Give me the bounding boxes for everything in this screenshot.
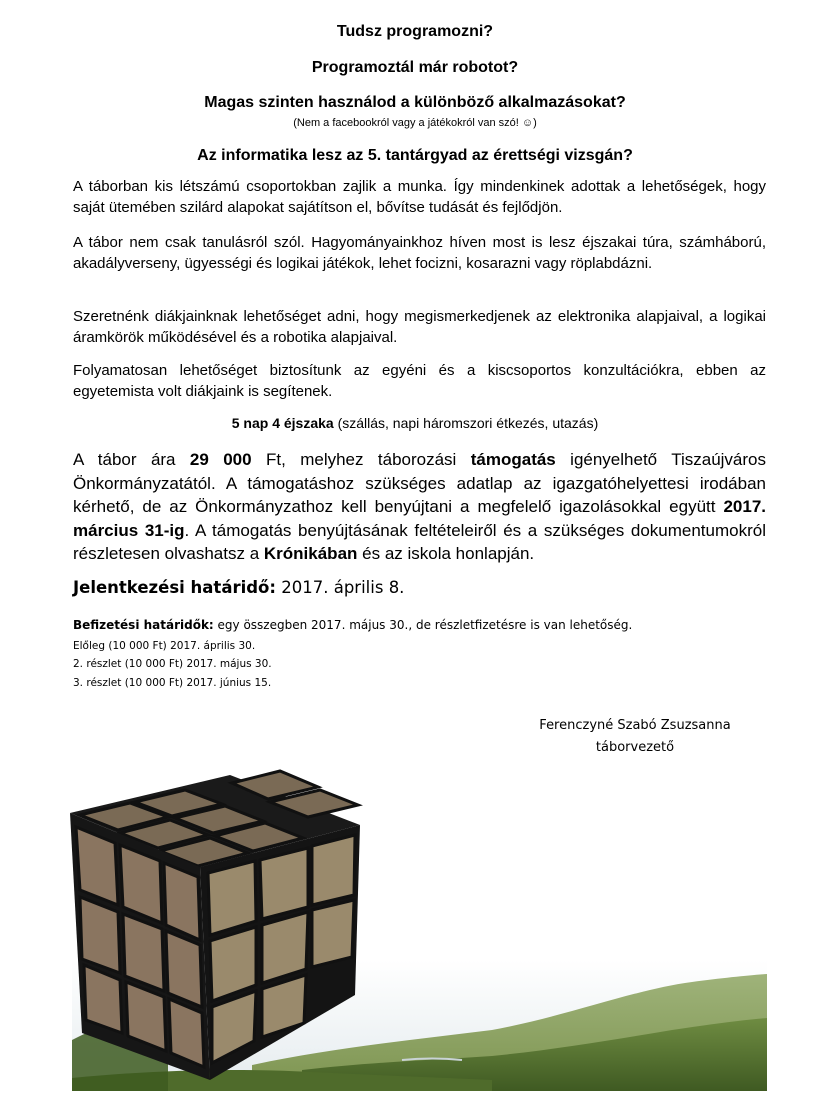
heading-question-1: Tudsz programozni? (336, 23, 494, 40)
paragraph-electronics: Szeretnénk diákjainknak lehetőséget adni, hogy megismerkedjenek az elektronika alapjaival, a logikai áramkörök működésével és a robotika alapjaival. (73, 308, 766, 346)
submission-date-suffix: -ig (163, 520, 185, 540)
registration-deadline (73, 577, 404, 599)
heading-note: (Nem a facebookról vagy a játékokról van szó! ☺) (293, 117, 537, 129)
heading-question-3: Magas szinten használod a különböző alkalmazásokat? (204, 94, 626, 111)
support-word: támogatás (470, 450, 556, 469)
deadline-value: 2017. április 8. (276, 578, 405, 597)
signature-name: Ferenczyné Szabó Zsuzsanna (539, 718, 731, 733)
price-amount: 29 000 (189, 450, 252, 469)
price-text: A tábor ára (73, 450, 190, 469)
photo-cube-image (60, 745, 390, 1090)
payment-line: 3. részlet (10 000 Ft) 2017. június 15. (73, 677, 272, 689)
heading-question-4: Az informatika lesz az 5. tantárgyad az érettségi vizsgán? (197, 147, 633, 164)
payment-deadlines (73, 617, 632, 633)
paragraph-consultation: Folyamatosan lehetőséget biztosítunk az egyéni és a kiscsoportos konzultációkra, ebben az egyetemista volt diákjaink is segítenek. (73, 362, 766, 400)
signature-role: táborvezető (595, 740, 675, 755)
kronika-name: Krónikában (263, 544, 358, 563)
payment-line: 2. részlet (10 000 Ft) 2017. május 30. (73, 658, 272, 670)
price-text: . A támogatás benyújtásának feltételeiről és a szükséges dokumentumokról részletesen olvashatsz a (73, 520, 766, 563)
duration-details: (szállás, napi háromszori étkezés, utazás) (333, 415, 599, 431)
paragraph-small-groups: A táborban kis létszámú csoportokban zajlik a munka. Így mindenkinek adottak a lehetőségek, hogy saját ütemében szilárd alapokat sajátítson el, bővítse tudását és fejlődjön. (73, 178, 766, 216)
price-paragraph (73, 448, 766, 566)
duration-bold: 5 nap 4 éjszaka (231, 415, 334, 431)
deadline-label: Jelentkezési határidő: (73, 578, 276, 597)
price-text: igényelhető Tiszaújváros Önkormányzatától. A támogatáshoz szükséges adatlap az igazgatóhelyettesi irodában kérhető, de az Önkormányzathoz kell benyújtani a megfelelő igazolásokkal együtt (73, 450, 766, 516)
duration-line (0, 413, 830, 433)
price-text: Ft, melyhez táborozási (251, 450, 471, 469)
payment-label: Befizetési határidők: (73, 618, 214, 632)
price-text: és az iskola honlapján. (357, 544, 535, 563)
paragraph-activities: A tábor nem csak tanulásról szól. Hagyományainkhoz híven most is lesz éjszakai túra, számháború, akadályverseny, ügyességi és logikai játékok, lehet focizni, kosarazni vagy röplabdázni. (73, 234, 766, 272)
heading-question-2: Programoztál már robotot? (311, 59, 519, 76)
payment-value: egy összegben 2017. május 30., de részletfizetésre is van lehetőség. (213, 618, 633, 632)
payment-line: Előleg (10 000 Ft) 2017. április 30. (73, 640, 256, 652)
submission-date: 2017. március 31 (73, 497, 766, 540)
